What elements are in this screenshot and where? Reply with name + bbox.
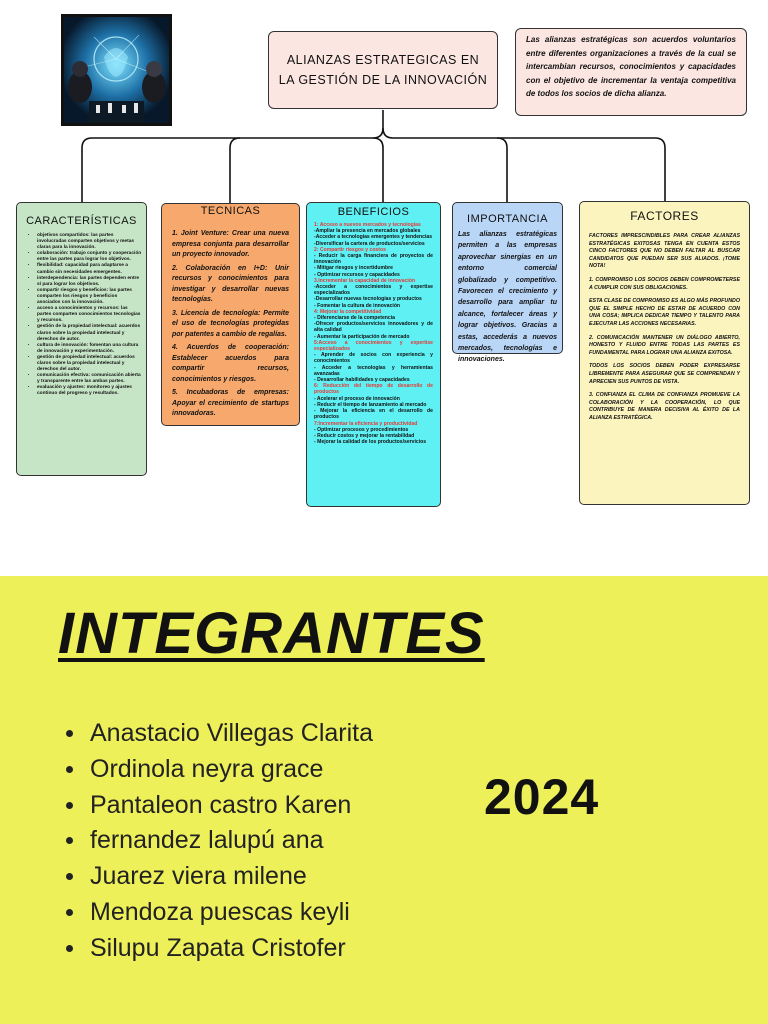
member-item: fernandez lalupú ana	[90, 823, 373, 859]
benefit-heading: 2: Compartir riesgos y costos	[314, 246, 386, 253]
caracteristicas-list	[17, 233, 146, 398]
tecnicas-title: TECNICAS	[200, 205, 261, 217]
benefit-heading: 5:Acceso a conocimientos y expertise especializados	[314, 339, 433, 353]
benefit-heading: 6: Reducción del tiempo de desarrollo de productos	[314, 383, 433, 396]
list-item: • flexibilidad: capacidad para adaptarse a cambio sin necesidades emergentes.	[37, 263, 142, 275]
importancia-card	[452, 202, 563, 364]
factor-paragraph: 2. COMUNICACIÓN MANTENER UN DIÁLOGO ABIERTO, HONESTO Y FLUIDO ENTRE TODAS LAS PARTES ES FUNDAMENTAL PARA LOGRAR UNA ALIANZA EXITOSA.	[589, 334, 740, 356]
list-item: • gestión de la propiedad intelectual: acuerdos claros sobre la propiedad intelectual y derechos de autor.	[37, 324, 142, 342]
beneficios-card	[306, 202, 441, 507]
benefit-line: -Acceder a conocimientos y expertise especializados	[314, 284, 433, 297]
benefit-line: -Ofrecer productos/servicios innovadores y de alta calidad	[314, 321, 433, 334]
member-item: Mendoza puescas keyli	[90, 895, 373, 931]
list-item: • acceso a conocimientos y recursos: las partes comparten conocimientos tecnologías y recursos.	[37, 306, 142, 324]
member-item: Silupu Zapata Cristofer	[90, 931, 373, 967]
benefit-line: - Fomentar la cultura de innovación	[314, 302, 401, 309]
benefit-line: - Optimizar recursos y capacidades	[314, 271, 400, 278]
tecnicas-list	[162, 217, 299, 420]
benefit-line: - Mitigar riesgos y incertidumbre	[314, 265, 393, 272]
list-item: 5. Incubadoras de empresas: Apoyar el crecimiento de startups innovadoras.	[172, 389, 289, 417]
caracteristicas-title: CARACTERÍSTICAS	[26, 215, 137, 227]
benefit-line: - Mejorar la calidad de los productos/servicios	[314, 439, 427, 446]
list-item: 2. Colaboración en I+D: Unir recursos y conocimientos para investigar y desarrollar nuevas tecnologías.	[172, 264, 289, 303]
year-label: 2024	[484, 769, 600, 825]
importancia-text: Las alianzas estratégicas permiten a las empresas aprovechar sinergias en un entorno comercial globalizado y competitivo. Favorecen el crecimiento y desarrollo para ampliar tu alcance, fortalecer áreas y lograr objetivos. Gracias a estas, accederás a nuevos mercados, tecnologías e innovaciones.	[458, 231, 557, 364]
caracteristicas-card	[16, 202, 147, 476]
benefit-line: -Desarrollar nuevas tecnologías y productos	[314, 296, 422, 303]
benefit-line: - Aprender de socios con experiencia y conocimientos	[314, 352, 433, 365]
benefit-line: -Acceder a tecnologías emergentes y tendencias	[314, 234, 433, 241]
importancia-title: IMPORTANCIA	[467, 213, 548, 225]
benefit-heading: 1: Acceso a nuevos mercados y tecnologías	[314, 222, 421, 228]
benefit-line: - Acelerar el proceso de innovación	[314, 395, 400, 402]
benefit-line: - Mejorar la eficiencia en el desarrollo de productos	[314, 408, 433, 421]
list-item: • interdependencia: las partes dependen entre sí para lograr los objetivos.	[37, 276, 142, 288]
benefit-heading: 7:Incrementar la eficiencia y productividad	[314, 420, 418, 427]
list-item: 1. Joint Venture: Crear una nueva empresa conjunta para desarrollar un proyecto innovador.	[172, 230, 289, 258]
definition-text: Las alianzas estratégicas son acuerdos voluntarios entre diferentes organizaciones a través de la cual se intercambian recursos, conocimientos y capacidades con el objetivo de incrementar la ventaja competitiva de todos los socios de dicha alianza.	[515, 28, 747, 116]
factores-list	[580, 223, 749, 422]
benefit-heading: 3.Incrementar la capacidad de innovación	[314, 277, 416, 284]
benefit-line: - Reducir la carga financiera de proyectos de innovación	[314, 253, 433, 266]
beneficios-list	[307, 218, 440, 445]
tecnicas-card	[161, 203, 300, 426]
members-list	[64, 716, 373, 967]
factores-card	[579, 201, 750, 505]
list-item: • colaboración: trabajo conjunto y cooperación entre las partes para lograr los objetivos.	[37, 251, 142, 263]
benefit-heading: 4: Mejorar la competitividad	[314, 308, 382, 315]
list-item: • evaluación y ajustes: monitoreo y ajustes continuo del progreso y resultados.	[37, 385, 142, 397]
member-item: Juarez viera milene	[90, 859, 373, 895]
list-item: • comunicación efectiva: comunicación abierta y transparente entre las ambas partes.	[37, 373, 142, 385]
benefit-line: - Acceder a tecnologías y herramientas avanzadas	[314, 364, 433, 377]
factor-paragraph: TODOS LOS SOCIOS DEBEN PODER EXPRESARSE LIBREMENTE PARA ASEGURAR QUE SE COMPRENDAN Y APRECIEN SUS PUNTOS DE VISTA.	[589, 363, 740, 385]
benefit-line: - Reducir el tiempo de lanzamiento al mercado	[314, 401, 427, 408]
benefit-line: - Diferenciarse de la competencia	[314, 315, 395, 322]
benefit-line: - Optimizar procesos y procedimientos	[314, 426, 409, 433]
factor-paragraph: 3. CONFIANZA EL CLIMA DE CONFIANZA PROMUEVE LA COLABORACIÓN Y LA COOPERACIÓN, LO QUE CONTRIBUYE DE MANERA DECISIVA AL ÉXITO DE LA ALIANZA ESTRATÉGICA.	[589, 392, 740, 421]
member-item: Pantaleon castro Karen	[90, 788, 373, 824]
factor-paragraph: 1. COMPROMISO LOS SOCIOS DEBEN COMPROMETERSE A CUMPLIR CON SUS OBLIGACIONES.	[589, 276, 740, 291]
member-item: Anastacio Villegas Clarita	[90, 716, 373, 752]
factor-paragraph: ESTA CLASE DE COMPROMISO ES ALGO MÁS PROFUNDO QUE EL SIMPLE HECHO DE ESTAR DE ACUERDO CON UNA COSA; IMPLICA DEDICAR TIEMPO Y TALENTO PARA EJECUTAR LAS ACCIONES NECESARIAS.	[589, 298, 740, 327]
list-item: 4. Acuerdos de cooperación: Establecer acuerdos para compartir recursos, conocimientos y riesgos.	[172, 344, 289, 383]
integrantes-heading: INTEGRANTES	[58, 601, 485, 666]
benefit-line: - Aumentar la participación de mercado	[314, 333, 410, 340]
benefit-line: -Ampliar la presencia en mercados globales	[314, 228, 421, 235]
factor-paragraph: FACTORES IMPRESCINDIBLES PARA CREAR ALIANZAS ESTRATÉGICAS EXITOSAS TENGA EN CUENTA ESTOS CINCO FACTORES QUE NO DEBEN FALTAR AL BUSCAR CANDIDATOS QUE PUEDAN SER SUS ALIADOS. ¡TOME NOTA!	[589, 233, 740, 270]
main-title: ALIANZAS ESTRATEGICAS EN LA GESTIÓN DE LA INNOVACIÓN	[268, 31, 498, 109]
beneficios-title: BENEFICIOS	[337, 206, 410, 218]
member-item: Ordinola neyra grace	[90, 752, 373, 788]
benefit-line: -Diversificar la cartera de productos/servicios	[314, 240, 425, 247]
list-item: • gestión de propiedad intelectual: acuerdos claros sobre la propiedad intelectual y derechos del autor.	[37, 355, 142, 373]
benefit-line: - Desarrollar habilidades y capacidades	[314, 377, 410, 384]
list-item: 3. Licencia de tecnología: Permite el uso de tecnologías protegidas por patentes a cambio de regalías.	[172, 309, 289, 338]
factores-title: FACTORES	[630, 209, 699, 223]
list-item: • cultura de innovación: fomentan una cultura de innovación y experimentación.	[37, 343, 142, 355]
list-item: • objetivos compartidos: las partes involucradas comparten objetivos y metas claras para la innovación.	[37, 233, 142, 251]
list-item: • compartir riesgos y beneficios: las partes comparten los riesgos y beneficios asociados con la innovación.	[37, 288, 142, 306]
benefit-line: - Reducir costos y mejorar la rentabilidad	[314, 432, 415, 439]
